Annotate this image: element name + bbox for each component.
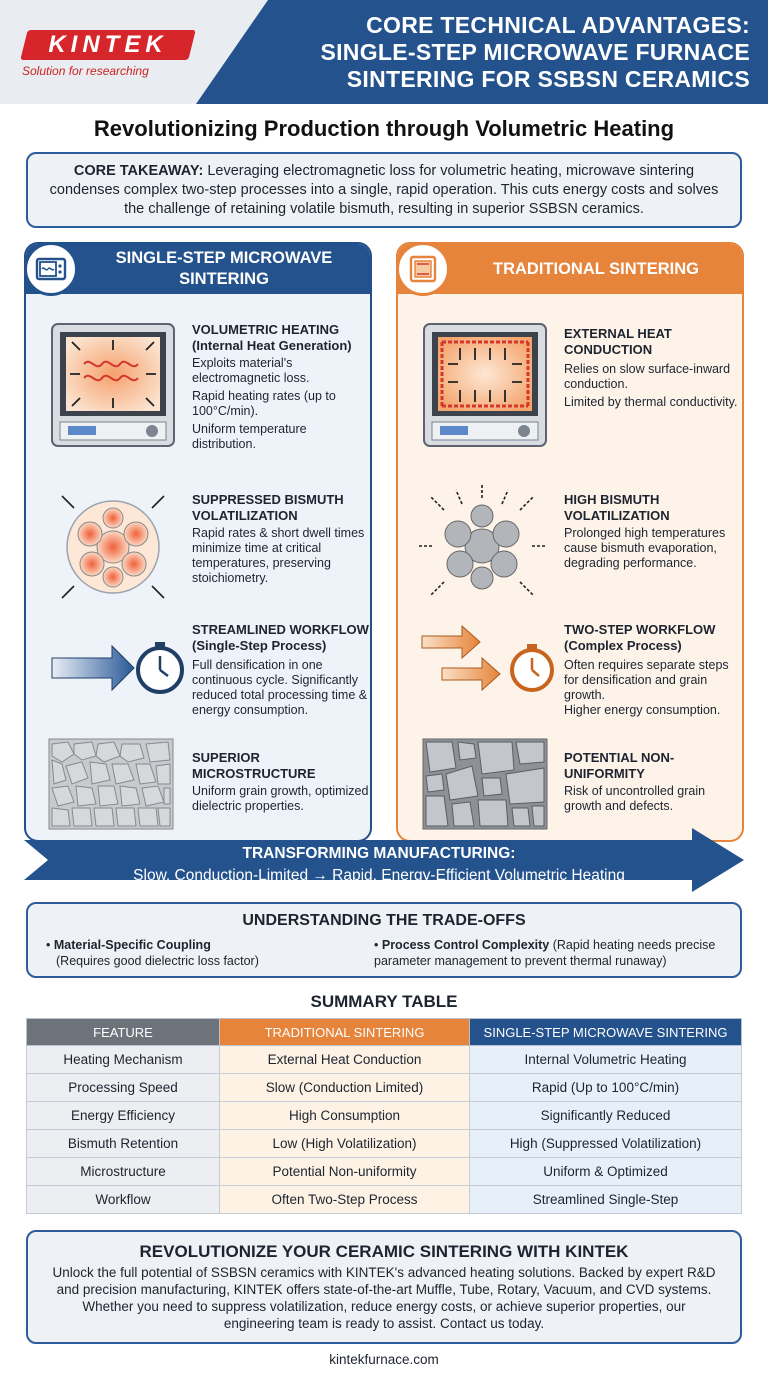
tradeoff-item-control: • Process Control Complexity (Rapid heating needs precise parameter management to prevent thermal runaway): [374, 938, 716, 968]
column-title-line: SINTERING: [179, 270, 269, 288]
tradeoff-label: Process Control Complexity: [381, 938, 550, 952]
tradeoff-label: Material-Specific Coupling: [53, 938, 211, 952]
tradeoff-item-coupling: • Material-Specific Coupling (Requires good dielectric loss factor): [46, 938, 259, 968]
page-title: Revolutionizing Production through Volumetric Heating: [93, 116, 675, 141]
single-arrow-stopwatch-icon: [48, 622, 188, 712]
website-link[interactable]: kintekfurnace.com: [329, 1352, 439, 1367]
table-row: [27, 1046, 742, 1074]
core-takeaway-box: [26, 152, 742, 228]
table-header-cell: TRADITIONAL SINTERING: [220, 1019, 470, 1046]
volumetric-heating-title: [192, 322, 370, 354]
header-title: [250, 12, 750, 93]
table-cell: Processing Speed: [27, 1074, 220, 1102]
item-subtitle: (Complex Process): [564, 638, 682, 653]
table-cell: Internal Volumetric Heating: [470, 1046, 742, 1074]
logo-tagline: Solution for researching: [22, 64, 149, 78]
table-cell: High Consumption: [220, 1102, 470, 1130]
grain-cluster-evaporation-icon: [412, 480, 552, 614]
item-body-text: Limited by thermal conductivity.: [564, 395, 738, 409]
logo[interactable]: KINTEK: [48, 31, 168, 58]
suppressed-bismuth-body: Rapid rates & short dwell times minimize time at critical temperatures, preserving stoichiometry.: [192, 526, 365, 585]
table-header-cell: FEATURE: [27, 1019, 220, 1046]
table-cell: Bismuth Retention: [27, 1130, 220, 1158]
summary-table: [26, 1018, 742, 1214]
tradeoffs-title: UNDERSTANDING THE TRADE-OFFS: [242, 912, 526, 929]
microwave-column: [24, 242, 372, 842]
item-body-text: Often requires separate steps for densification and grain growth.: [564, 658, 729, 702]
traditional-column-title: TRADITIONAL SINTERING: [493, 260, 699, 278]
header-title-line: SINGLE-STEP MICROWAVE FURNACE: [320, 39, 750, 65]
non-uniformity-title: POTENTIAL NON-UNIFORMITY: [564, 750, 675, 781]
tradeoff-text: (Rapid heating needs precise parameter management to prevent thermal runaway): [374, 938, 716, 968]
item-title-line: TWO-STEP WORKFLOW: [564, 622, 716, 637]
table-cell: Low (High Volatilization): [220, 1130, 470, 1158]
microwave-furnace-icon: [48, 322, 178, 448]
header-title-line: SINTERING FOR SSBSN CERAMICS: [346, 66, 750, 92]
external-heat-body: [564, 362, 744, 410]
superior-microstructure-body: Uniform grain growth, optimized dielectric properties.: [192, 784, 369, 813]
transformation-arrow-banner: [24, 828, 744, 892]
table-cell: Workflow: [27, 1186, 220, 1214]
table-cell: Potential Non-uniformity: [220, 1158, 470, 1186]
table-row: [27, 1074, 742, 1102]
table-row: [27, 1130, 742, 1158]
table-header-row: [27, 1019, 742, 1046]
streamlined-workflow-body: Full densification in one continuous cycle. Significantly reduced total processing time & energy consumption.: [192, 658, 368, 717]
table-cell: Energy Efficiency: [27, 1102, 220, 1130]
item-body-text: Higher energy consumption.: [564, 703, 721, 717]
microwave-column-title: [86, 248, 362, 290]
cta-body: Unlock the full potential of SSBSN ceramics with KINTEK's advanced heating solutions. Backed by expert R&D and precision manufacturing, KINTEK offers state-of-the-art Muffle, Tube, Rotary, Vacuum, and CVD systems. Whether you need to suppress volatilization, reduce energy costs, or achieve superior properties, our engineering team is ready to assist. Contact us today.: [52, 1265, 716, 1331]
table-cell: Heating Mechanism: [27, 1046, 220, 1074]
summary-table-title: SUMMARY TABLE: [310, 992, 458, 1011]
takeaway-text: Leveraging electromagnetic loss for volumetric heating, microwave sintering condenses complex two-step processes into a single, rapid operation. This cuts energy costs and solves the challenge of retaining volatile bismuth, resulting in superior SSBSN ceramics.: [49, 163, 719, 217]
two-arrows-stopwatch-icon: [420, 622, 560, 712]
table-cell: Uniform & Optimized: [470, 1158, 742, 1186]
table-cell: High (Suppressed Volatilization): [470, 1130, 742, 1158]
high-bismuth-title: HIGH BISMUTH VOLATILIZATION: [564, 492, 670, 523]
traditional-column: [396, 242, 744, 842]
two-step-workflow-body: [564, 658, 744, 718]
table-cell: Slow (Conduction Limited): [220, 1074, 470, 1102]
tradeoff-text: (Requires good dielectric loss factor): [56, 954, 259, 968]
banner-subtitle: Slow, Conduction-Limited → Rapid, Energy-Efficient Volumetric Heating: [133, 867, 625, 884]
non-uniformity-body: Risk of uncontrolled grain growth and defects.: [564, 784, 706, 813]
item-body-text: Exploits material's electromagnetic loss.: [192, 356, 310, 385]
table-row: [27, 1158, 742, 1186]
item-title-line: STREAMLINED WORKFLOW: [192, 622, 369, 637]
item-subtitle: (Internal Heat Generation): [192, 338, 352, 353]
table-cell: Significantly Reduced: [470, 1102, 742, 1130]
streamlined-workflow-title: [192, 622, 370, 654]
cta-title: REVOLUTIONIZE YOUR CERAMIC SINTERING WITH KINTEK: [139, 1242, 629, 1261]
conventional-furnace-icon: [420, 322, 550, 448]
banner-title: TRANSFORMING MANUFACTURING:: [242, 845, 516, 862]
takeaway-label: CORE TAKEAWAY:: [73, 163, 204, 179]
column-title-line: SINGLE-STEP MICROWAVE: [115, 249, 333, 267]
item-body-text: Uniform temperature distribution.: [192, 422, 307, 451]
table-row: [27, 1102, 742, 1130]
table-cell: Streamlined Single-Step: [470, 1186, 742, 1214]
table-cell: External Heat Conduction: [220, 1046, 470, 1074]
uniform-microstructure-image: [48, 738, 174, 830]
microwave-oven-icon: [24, 242, 78, 296]
table-row: [27, 1186, 742, 1214]
volumetric-heating-body: [192, 356, 372, 452]
non-uniform-microstructure-image: [422, 738, 548, 830]
table-cell: Rapid (Up to 100°C/min): [470, 1074, 742, 1102]
superior-microstructure-title: SUPERIOR MICROSTRUCTURE: [192, 750, 316, 781]
item-title-line: VOLUMETRIC HEATING: [192, 322, 340, 337]
table-cell: Often Two-Step Process: [220, 1186, 470, 1214]
suppressed-bismuth-title: SUPPRESSED BISMUTH VOLATILIZATION: [192, 492, 344, 523]
item-body-text: Rapid heating rates (up to 100°C/min).: [192, 389, 336, 418]
two-step-workflow-title: [564, 622, 742, 654]
table-cell: Microstructure: [27, 1158, 220, 1186]
cta-box: [26, 1230, 742, 1344]
tradeoffs-box: [26, 902, 742, 978]
furnace-chamber-icon: [396, 242, 450, 296]
table-header-cell: SINGLE-STEP MICROWAVE SINTERING: [470, 1019, 742, 1046]
header-title-line: CORE TECHNICAL ADVANTAGES:: [366, 12, 750, 38]
item-subtitle: (Single-Step Process): [192, 638, 327, 653]
grain-cluster-glow-icon: [48, 482, 178, 612]
item-body-text: Relies on slow surface-inward conduction.: [564, 362, 731, 391]
external-heat-title: EXTERNAL HEAT CONDUCTION: [564, 326, 672, 357]
header-banner: [0, 0, 768, 104]
high-bismuth-body: Prolonged high temperatures cause bismuth evaporation, degrading performance.: [564, 526, 726, 570]
